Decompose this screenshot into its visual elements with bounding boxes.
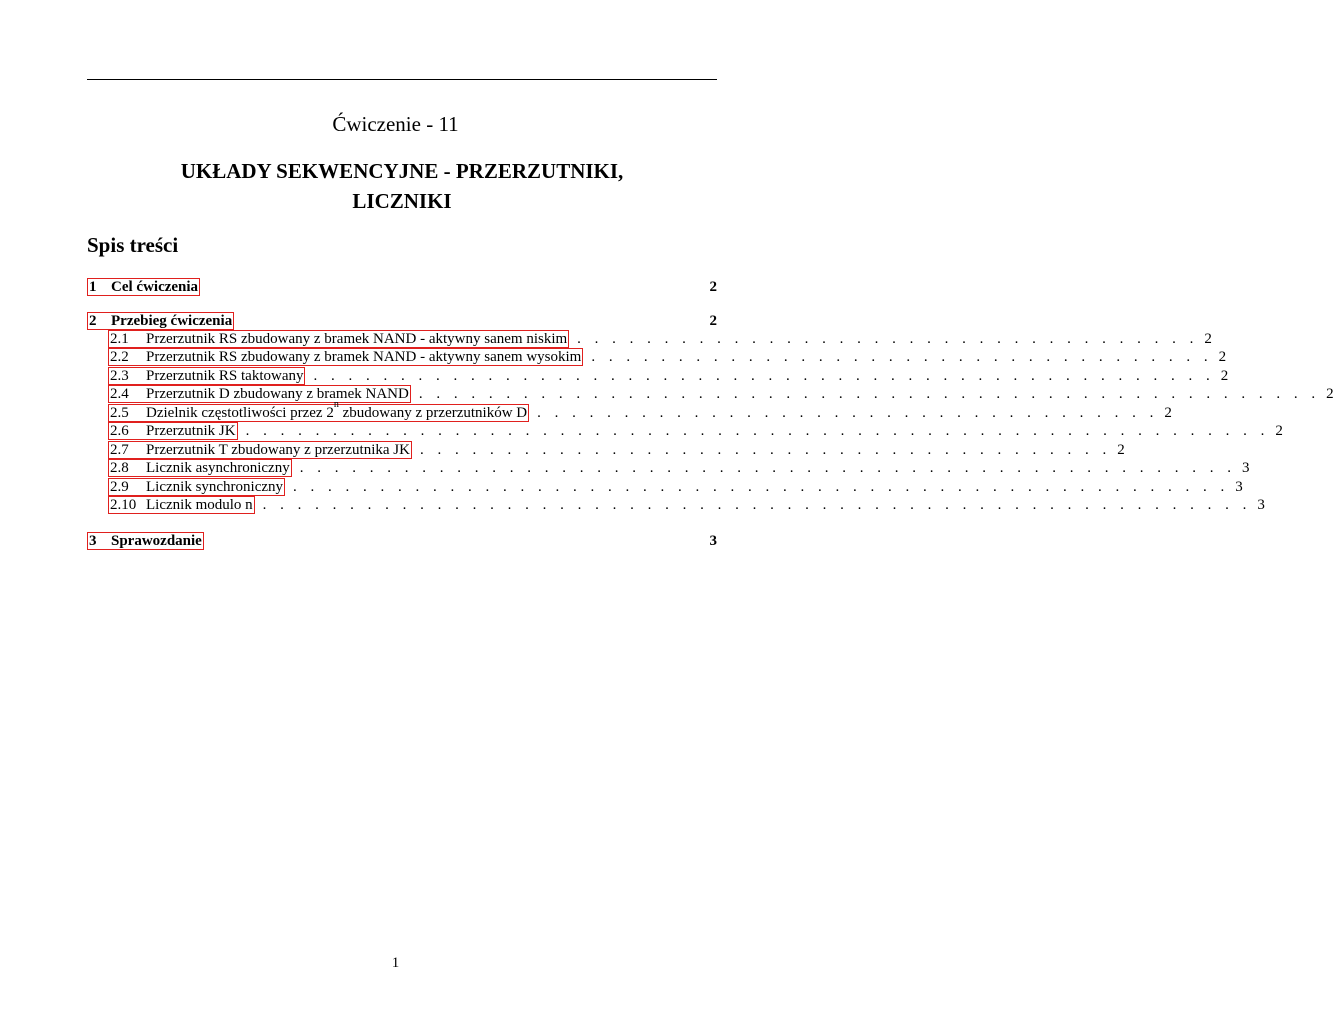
toc-link-2-3[interactable] — [108, 367, 305, 385]
toc-entry-number: 2.3 — [110, 368, 129, 384]
toc-entry-label: Licznik asynchroniczny — [146, 460, 290, 476]
toc-entry-number: 2.8 — [110, 460, 129, 476]
toc-entry-2-10 — [87, 496, 1265, 514]
toc-entry-label: Przebieg ćwiczenia — [111, 313, 233, 329]
main-title-line-1: UKŁADY SEKWENCYJNE - PRZERZUTNIKI, — [180, 159, 624, 183]
toc-entry-section-2 — [87, 312, 717, 330]
toc-leader-dots: . . . . . . . . . . . . . . . . . . . . . . . . . . . . . . . . . . . . . . . . . . . . . . . . . . . . . . — [293, 479, 1230, 495]
toc-entry-page: 3 — [1257, 497, 1265, 513]
toc-entry-section-1 — [87, 278, 717, 296]
toc-entry-2-2 — [87, 348, 1227, 366]
toc-leader-dots: . . . . . . . . . . . . . . . . . . . . . . . . . . . . . . . . . . . . . . . . . . . . . . . . . . . . . . . . . — [262, 497, 1252, 513]
toc-entry-label-rest: zbudowany z przerzutników D — [338, 405, 528, 421]
toc-entry-label: Sprawozdanie — [111, 533, 202, 549]
toc-entry-number: 3 — [89, 533, 97, 549]
toc-link-2-7[interactable] — [108, 441, 412, 459]
toc-link-2-2[interactable] — [108, 348, 583, 366]
toc-entry-number: 2.5 — [110, 405, 129, 421]
toc-entry-page: 2 — [709, 279, 717, 295]
toc-entry-label: Licznik modulo n — [146, 497, 253, 513]
toc-entry-page: 2 — [709, 313, 717, 329]
page-number: 1 — [391, 955, 400, 971]
toc-entry-label: Przerzutnik T zbudowany z przerzutnika JK — [146, 442, 410, 458]
toc-entry-number: 2.4 — [110, 386, 129, 402]
toc-entry-2-4 — [87, 385, 1334, 403]
toc-link-2-1[interactable] — [108, 330, 569, 348]
toc-entry-label: Dzielnik częstotliwości przez 2 — [146, 405, 334, 421]
toc-heading: Spis treści — [87, 233, 179, 257]
toc-entry-label: Przerzutnik JK — [146, 423, 236, 439]
toc-entry-2-9 — [87, 478, 1243, 496]
toc-entry-2-3 — [87, 367, 1229, 385]
toc-entry-page: 2 — [1218, 349, 1227, 365]
toc-entry-number: 1 — [89, 279, 97, 295]
main-title-line-2: LICZNIKI — [352, 189, 452, 213]
toc-entry-number: 2.7 — [110, 442, 129, 458]
toc-entry-page: 2 — [1220, 368, 1229, 384]
toc-entry-2-1 — [87, 330, 1212, 348]
toc-entry-page: 2 — [1275, 423, 1283, 439]
toc-entry-number: 2.1 — [110, 331, 129, 347]
toc-link-2-9[interactable] — [108, 478, 285, 496]
toc-leader-dots: . . . . . . . . . . . . . . . . . . . . . . . . . . . . . . . . . . . . . . . . — [419, 442, 1112, 458]
toc-leader-dots: . . . . . . . . . . . . . . . . . . . . . . . . . . . . . . . . . . . . — [577, 331, 1199, 347]
toc-entry-page: 3 — [1241, 460, 1250, 476]
toc-leader-dots: . . . . . . . . . . . . . . . . . . . . . . . . . . . . . . . . . . . . — [591, 349, 1213, 365]
toc-entry-section-3 — [87, 532, 717, 550]
toc-entry-label: Cel ćwiczenia — [111, 279, 199, 295]
toc-link-2-5[interactable] — [108, 399, 529, 422]
toc-link-section-2[interactable] — [87, 312, 234, 330]
toc-entry-number: 2.6 — [110, 423, 129, 439]
toc-entry-label: Przerzutnik RS taktowany — [146, 368, 304, 384]
toc-link-2-10[interactable] — [108, 496, 255, 514]
toc-entry-page: 2 — [1326, 386, 1334, 402]
toc-leader-dots: . . . . . . . . . . . . . . . . . . . . . . . . . . . . . . . . . . . . . . . . . . . . . . . . . . . . — [418, 386, 1321, 402]
toc-entry-page: 3 — [1235, 479, 1243, 495]
toc-link-2-6[interactable] — [108, 422, 238, 440]
toc-entry-number: 2.10 — [110, 497, 137, 513]
toc-entry-label: Licznik synchroniczny — [146, 479, 284, 495]
toc-entry-label: Przerzutnik D zbudowany z bramek NAND — [146, 386, 409, 402]
toc-entry-label-superscript: n — [333, 399, 339, 410]
toc-link-section-1[interactable] — [87, 278, 200, 296]
toc-entry-2-7 — [87, 441, 1125, 459]
toc-entry-label: Przerzutnik RS zbudowany z bramek NAND - aktywny sanem wysokim — [146, 349, 582, 365]
toc-leader-dots: . . . . . . . . . . . . . . . . . . . . . . . . . . . . . . . . . . . . . . . . . . . . . . . . . . . . . . — [299, 460, 1236, 476]
toc-entry-label: Przerzutnik RS zbudowany z bramek NAND - aktywny sanem niskim — [146, 331, 568, 347]
toc-entry-number: 2.9 — [110, 479, 129, 495]
toc-entry-page: 2 — [1204, 331, 1212, 347]
exercise-title: Ćwiczenie - 11 — [332, 112, 459, 136]
toc-leader-dots: . . . . . . . . . . . . . . . . . . . . . . . . . . . . . . . . . . . . — [537, 405, 1159, 421]
toc-entry-2-8 — [87, 459, 1250, 477]
toc-entry-number: 2.2 — [110, 349, 129, 365]
toc-entry-2-6 — [87, 422, 1283, 440]
toc-link-2-8[interactable] — [108, 459, 292, 477]
toc-entry-2-5 — [87, 399, 1172, 422]
toc-leader-dots: . . . . . . . . . . . . . . . . . . . . . . . . . . . . . . . . . . . . . . . . . . . . . . . . . . . . . . . . . . . — [245, 423, 1270, 439]
toc-link-2-4[interactable] — [108, 385, 411, 403]
toc-entry-page: 2 — [1164, 405, 1172, 421]
toc-leader-dots: . . . . . . . . . . . . . . . . . . . . . . . . . . . . . . . . . . . . . . . . . . . . . . . . . . . . — [313, 368, 1215, 384]
toc-entry-page: 3 — [709, 533, 717, 549]
toc-entry-number: 2 — [89, 313, 97, 329]
toc-entry-page: 2 — [1117, 442, 1125, 458]
toc-link-section-3[interactable] — [87, 532, 204, 550]
